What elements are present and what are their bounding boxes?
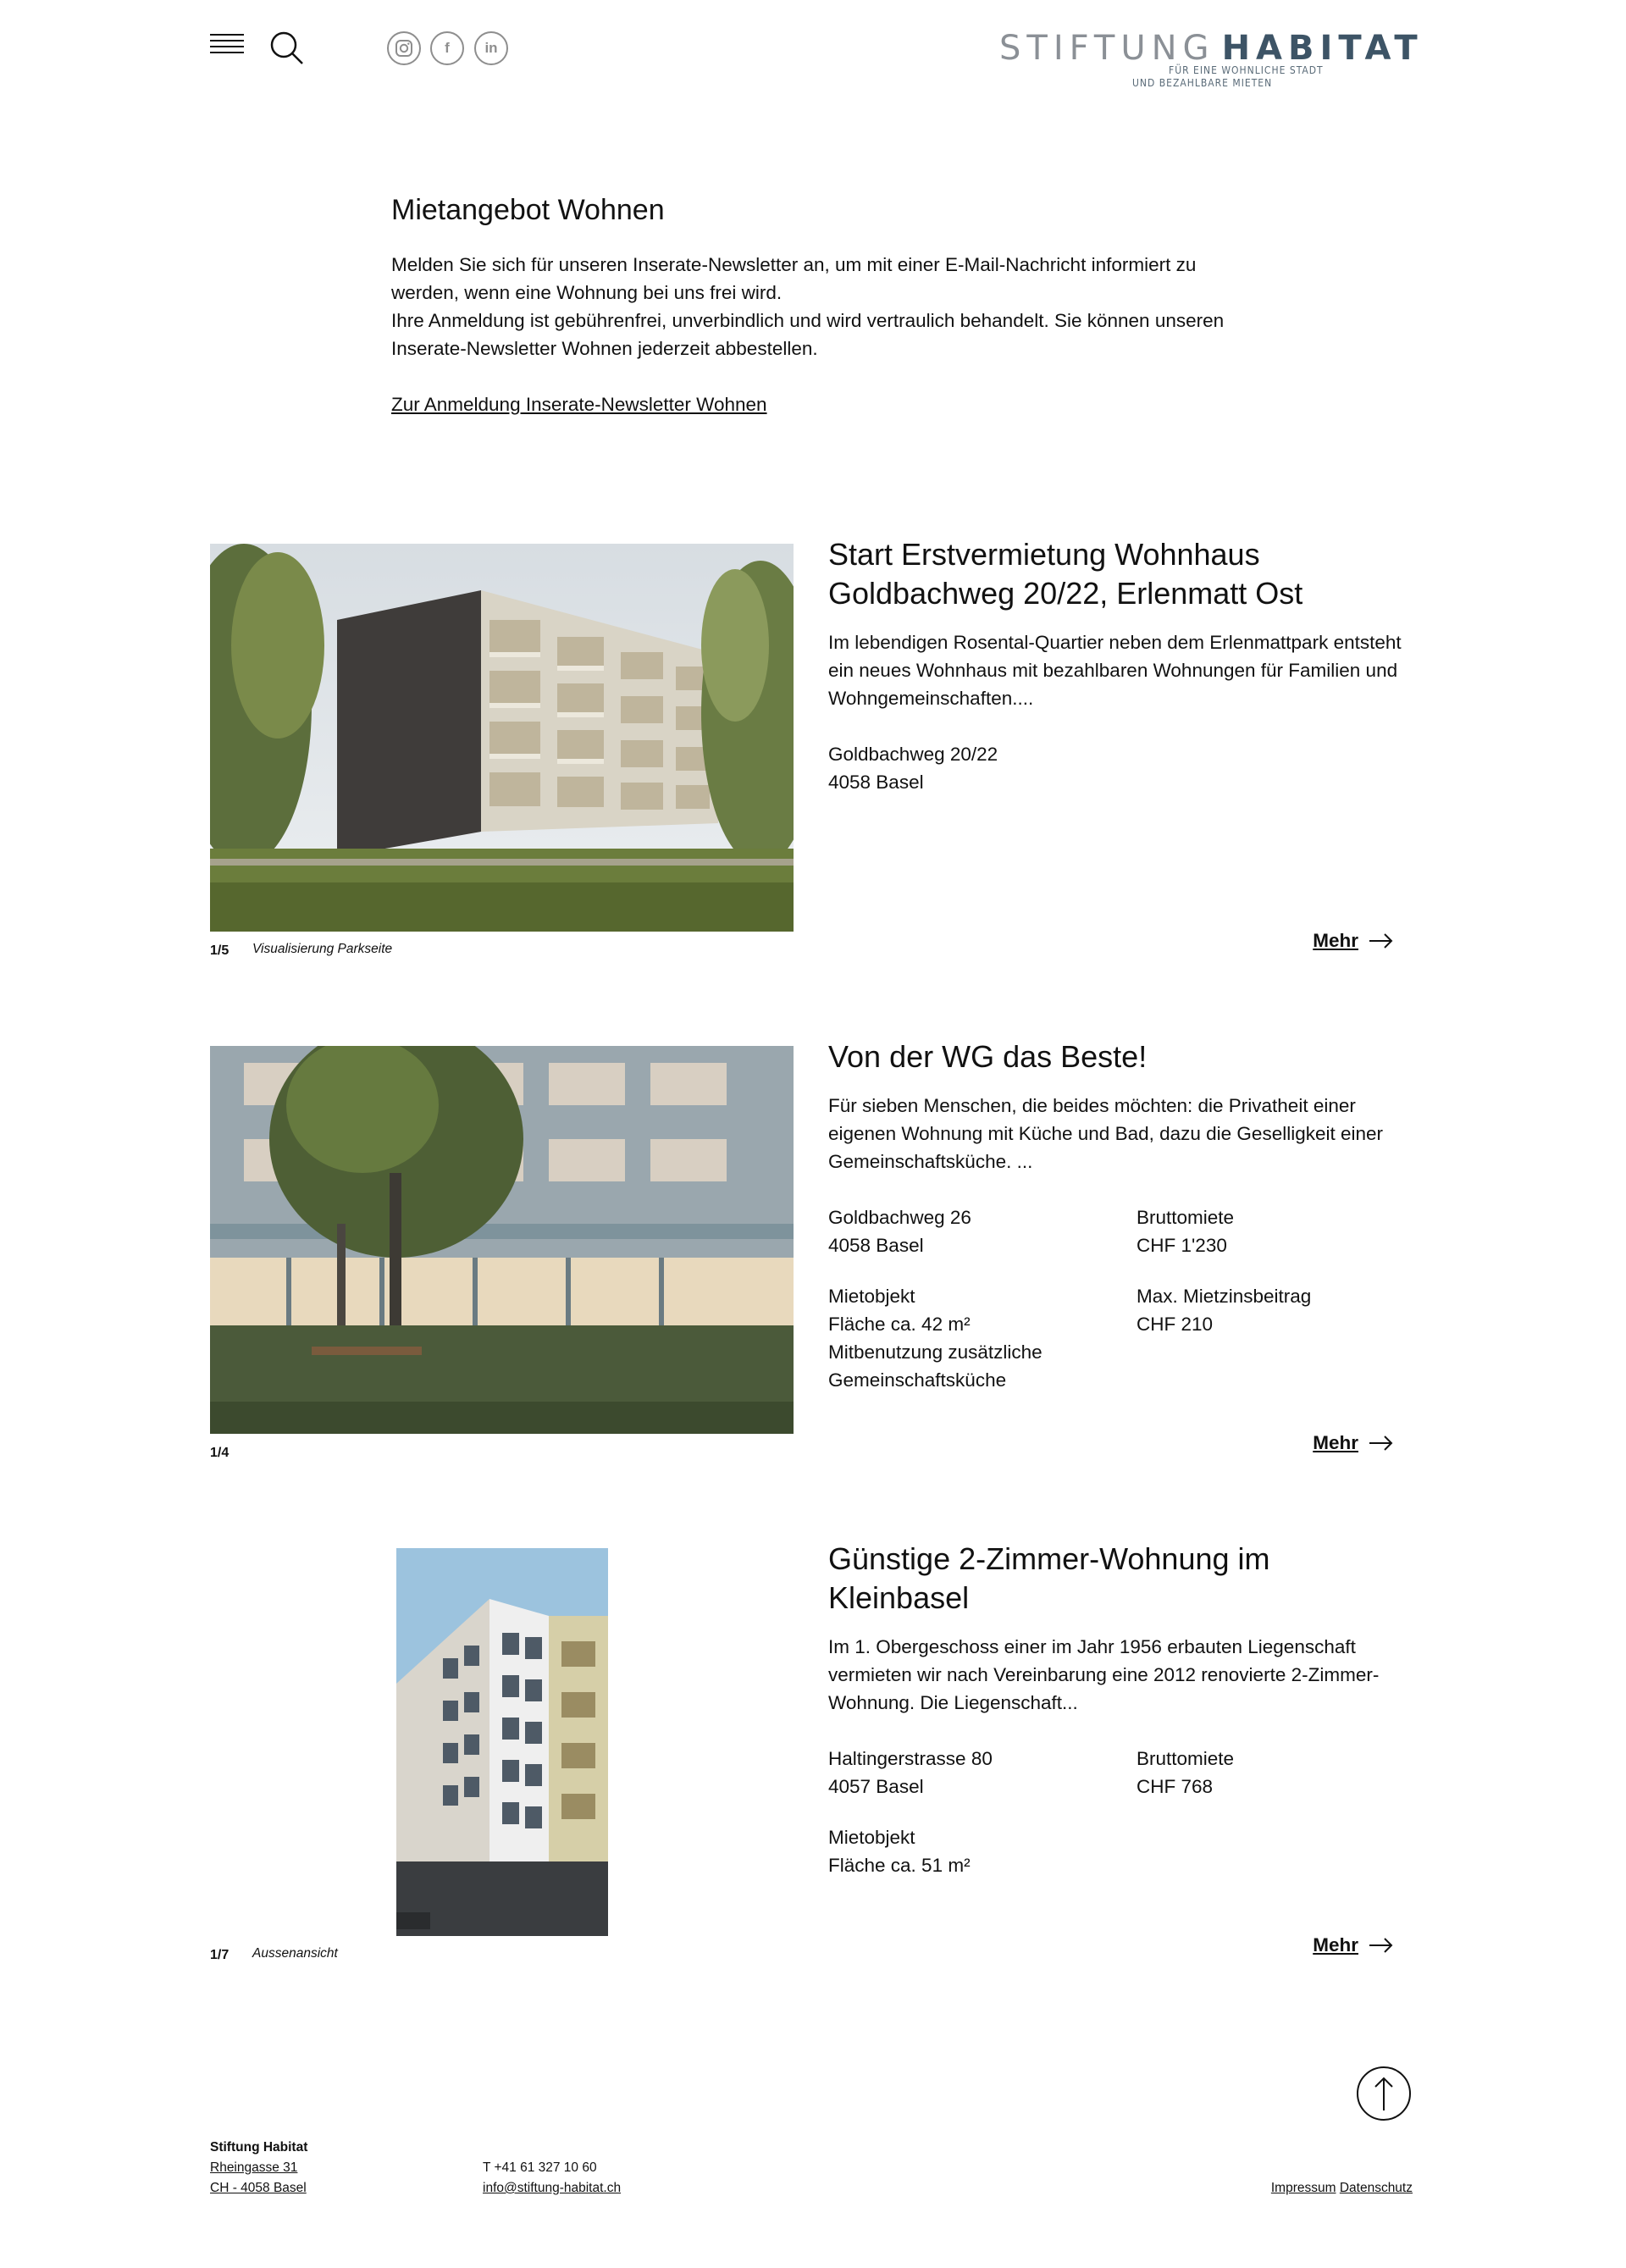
listing-address — [828, 740, 1413, 796]
more-link[interactable] — [1313, 1432, 1394, 1454]
address-city: 4057 Basel — [828, 1776, 924, 1797]
object-label: Mietobjekt — [828, 1286, 915, 1307]
listing-title[interactable]: Von der WG das Beste! — [828, 1039, 1148, 1074]
back-to-top-button[interactable] — [1357, 2066, 1411, 2121]
intro-paragraph-1: Melden Sie sich für unseren Inserate-Newsletter an, um mit einer E-Mail-Nachricht informiert zu werden, wenn eine Wohnung bei uns frei wird. — [391, 254, 1197, 303]
listing-card — [210, 1039, 1413, 1469]
search-icon[interactable] — [269, 30, 305, 66]
footer-address — [210, 2138, 464, 2199]
footer-legal — [1271, 2178, 1413, 2199]
listing-facts — [828, 1203, 1413, 1394]
logo-wordmark — [999, 29, 1424, 68]
more-link[interactable] — [1313, 1934, 1394, 1956]
listing-image[interactable] — [210, 544, 794, 932]
rent-value: CHF 1'230 — [1137, 1235, 1227, 1256]
linkedin-icon[interactable]: in — [474, 31, 508, 65]
listing-image[interactable] — [210, 1046, 794, 1434]
listing-title[interactable]: Start Erstvermietung Wohnhaus Goldbachweg 20/22, Erlenmatt Ost — [828, 537, 1303, 611]
rent-value: CHF 768 — [1137, 1776, 1214, 1797]
object-extra: Mitbenutzung zusätzliche Gemeinschaftsküche — [828, 1341, 1043, 1391]
impressum-link[interactable]: Impressum — [1270, 2181, 1336, 2195]
listing-image[interactable] — [210, 1548, 794, 1936]
more-label: Mehr — [1313, 1432, 1358, 1453]
max-contribution-label: Max. Mietzinsbeitrag — [1137, 1286, 1312, 1307]
footer-email-link[interactable]: info@stiftung-habitat.ch — [483, 2181, 622, 2195]
intro-section — [391, 188, 1238, 418]
intro-paragraph-2: Ihre Anmeldung ist gebührenfrei, unverbindlich und wird vertraulich behandelt. Sie können unseren Inserate-Newsletter Wohnen jederzeit abbestellen. — [391, 310, 1225, 359]
listing-card — [210, 1541, 1413, 1972]
arrow-up-icon — [1358, 2068, 1409, 2119]
address-city: 4058 Basel — [828, 772, 924, 793]
logo[interactable] — [999, 29, 1424, 93]
footer-contact — [483, 2158, 788, 2199]
image-counter: 1/5 — [210, 943, 230, 958]
listing-details — [828, 535, 1413, 796]
object-label: Mietobjekt — [828, 1827, 915, 1848]
max-contribution-value: CHF 210 — [1137, 1314, 1214, 1335]
instagram-icon[interactable] — [387, 31, 421, 65]
listing-description: Im 1. Obergeschoss einer im Jahr 1956 erbauten Liegenschaft vermieten wir nach Vereinbarung eine 2012 renovierte 2-Zimmer-Wohnung. Die Liegenschaft... — [828, 1636, 1380, 1713]
site-header — [0, 0, 1626, 110]
more-label: Mehr — [1313, 1934, 1358, 1955]
listing-details — [828, 1540, 1413, 1879]
listing-description: Im lebendigen Rosental-Quartier neben dem Erlenmattpark entsteht ein neues Wohnhaus mit bezahlbaren Wohnungen für Familien und Wohngemeinschaften.... — [828, 632, 1402, 709]
object-area: Fläche ca. 42 m² — [828, 1314, 971, 1335]
menu-icon[interactable] — [210, 34, 244, 61]
facebook-icon[interactable]: f — [430, 31, 464, 65]
listing-facts — [828, 1745, 1413, 1879]
logo-word-stiftung: STIFTUNG — [999, 29, 1215, 68]
object-area: Fläche ca. 51 m² — [828, 1855, 971, 1876]
listing-rent — [1137, 1203, 1408, 1259]
address-city: 4058 Basel — [828, 1235, 924, 1256]
more-link[interactable] — [1313, 930, 1394, 952]
rent-label: Bruttomiete — [1137, 1748, 1235, 1769]
address-street: Goldbachweg 20/22 — [828, 744, 998, 765]
listing-description: Für sieben Menschen, die beides möchten: die Privatheit einer eigenen Wohnung mit Küche und Bad, dazu die Geselligkeit einer Gemeinschaftsküche. ... — [828, 1095, 1384, 1172]
image-counter: 1/7 — [210, 1948, 230, 1962]
footer-street-link[interactable]: Rheingasse 31 — [210, 2160, 298, 2175]
page-title: Mietangebot Wohnen — [391, 194, 665, 226]
listing-max-contribution — [1137, 1282, 1408, 1394]
more-label: Mehr — [1313, 930, 1358, 951]
listing-card — [210, 537, 1413, 967]
listing-title[interactable]: Günstige 2-Zimmer-Wohnung im Kleinbasel — [828, 1541, 1270, 1615]
address-street: Goldbachweg 26 — [828, 1207, 971, 1228]
logo-word-habitat: HABITAT — [1221, 29, 1424, 68]
listing-object — [828, 1823, 1137, 1879]
rent-label: Bruttomiete — [1137, 1207, 1235, 1228]
image-caption: Visualisierung Parkseite — [252, 942, 393, 956]
arrow-right-icon — [1369, 1937, 1394, 1954]
arrow-right-icon — [1369, 932, 1394, 949]
datenschutz-link[interactable]: Datenschutz — [1339, 2181, 1413, 2195]
image-caption: Aussenansicht — [252, 1946, 338, 1961]
listing-address — [828, 1745, 1137, 1801]
logo-tagline-line2: UND BEZAHLBARE MIETEN — [1132, 77, 1273, 89]
footer-phone: T +41 61 327 10 60 — [483, 2160, 597, 2175]
logo-tagline-line1: FÜR EINE WOHNLICHE STADT — [1169, 64, 1324, 76]
footer-city-link[interactable]: CH - 4058 Basel — [210, 2181, 307, 2195]
logo-tagline — [999, 64, 1406, 90]
listing-rent — [1137, 1745, 1408, 1801]
arrow-right-icon — [1369, 1435, 1394, 1452]
listing-details — [828, 1037, 1413, 1394]
newsletter-signup-link[interactable]: Zur Anmeldung Inserate-Newsletter Wohnen — [391, 394, 767, 415]
image-counter: 1/4 — [210, 1446, 230, 1460]
listing-object — [828, 1282, 1137, 1394]
listing-address — [828, 1203, 1137, 1259]
footer-name: Stiftung Habitat — [210, 2140, 308, 2155]
address-street: Haltingerstrasse 80 — [828, 1748, 993, 1769]
